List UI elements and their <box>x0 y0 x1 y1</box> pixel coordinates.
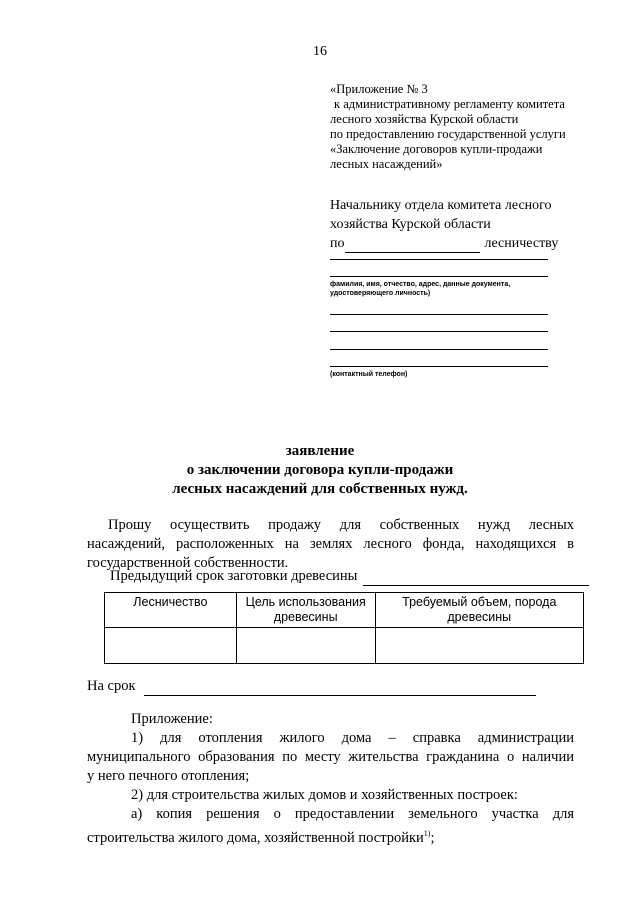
appendix-header <box>330 82 610 172</box>
appendix-line: к административному регламенту комитета <box>334 97 565 111</box>
attachment-item: а) копия решения о предоставлении земельного участка для <box>131 806 574 822</box>
previous-term-label: Предыдущий срок заготовки древесины <box>110 568 358 584</box>
caption-phone: (контактный телефон) <box>330 371 408 378</box>
request-table <box>104 592 584 664</box>
po-label: по <box>330 236 345 251</box>
applicant-name-field[interactable] <box>330 259 548 260</box>
appendix-line: лесных насаждений» <box>330 157 443 171</box>
table-header-row <box>105 593 584 628</box>
applicant-address-field[interactable] <box>330 276 548 277</box>
attachment-item: у него печного отопления; <box>87 768 250 784</box>
term-line <box>87 677 536 696</box>
table-header-volume: Требуемый объем, порода древесины <box>375 593 583 628</box>
page-number: 16 <box>313 44 327 59</box>
appendix-line: «Приложение № 3 <box>330 82 428 96</box>
applicant-extra-field-2[interactable] <box>330 349 548 350</box>
addressee-line: хозяйства Курской области <box>330 217 491 232</box>
contact-phone-field[interactable] <box>330 366 548 367</box>
table-cell-purpose[interactable] <box>236 628 375 664</box>
forestry-line <box>330 234 610 253</box>
title-line: заявление <box>285 443 355 459</box>
attachment-item: муниципального образования по месту жительства гражданина о наличии <box>87 749 574 765</box>
appendix-line: по предоставлению государственной услуги <box>330 127 566 141</box>
table-header-forestry: Лесничество <box>105 593 237 628</box>
addressee-block <box>330 196 610 253</box>
title-line: о заключении договора купли-продажи <box>186 462 454 478</box>
appendix-line: «Заключение договоров купли-продажи <box>330 142 543 156</box>
forestry-label: лесничеству <box>484 236 559 251</box>
document-title <box>0 442 640 499</box>
addressee-line: Начальнику отдела комитета лесного <box>330 198 552 213</box>
title-line: лесных насаждений для собственных нужд. <box>172 481 468 497</box>
caption-name: фамилия, имя, отчество, адрес, данные документа, <box>330 281 511 288</box>
previous-term-field[interactable] <box>363 572 589 586</box>
request-line: государственной собственности. <box>87 555 289 571</box>
caption-id: удостоверяющего личность) <box>330 290 431 297</box>
previous-term-line <box>110 567 589 586</box>
appendix-line: лесного хозяйства Курской области <box>330 112 519 126</box>
term-label: На срок <box>87 678 136 694</box>
applicant-document-field[interactable] <box>330 314 548 315</box>
attachment-text: строительства жилого дома, хозяйственной постройки <box>87 829 424 846</box>
attachment-item: 2) для строительства жилых домов и хозяйственных построек: <box>131 787 518 803</box>
table-header-purpose: Цель использования древесины <box>236 593 375 628</box>
table-cell-volume[interactable] <box>375 628 583 664</box>
attachment-heading: Приложение: <box>131 711 213 727</box>
table-cell-forestry[interactable] <box>105 628 237 664</box>
request-line: Прошу осуществить продажу для собственных нужд лесных <box>108 517 574 533</box>
footnote-mark: 1) <box>423 829 431 838</box>
attachment-end: ; <box>430 829 435 846</box>
applicant-caption <box>330 280 550 298</box>
request-line: насаждений, расположенных на землях лесного фонда, находящихся в <box>87 536 574 552</box>
table-row <box>105 628 584 664</box>
applicant-extra-field[interactable] <box>330 331 548 332</box>
term-field[interactable] <box>144 682 536 696</box>
attachment-item-last <box>87 824 434 848</box>
attachment-item: 1) для отопления жилого дома – справка администрации <box>131 730 574 746</box>
forestry-name-field[interactable] <box>345 239 480 253</box>
